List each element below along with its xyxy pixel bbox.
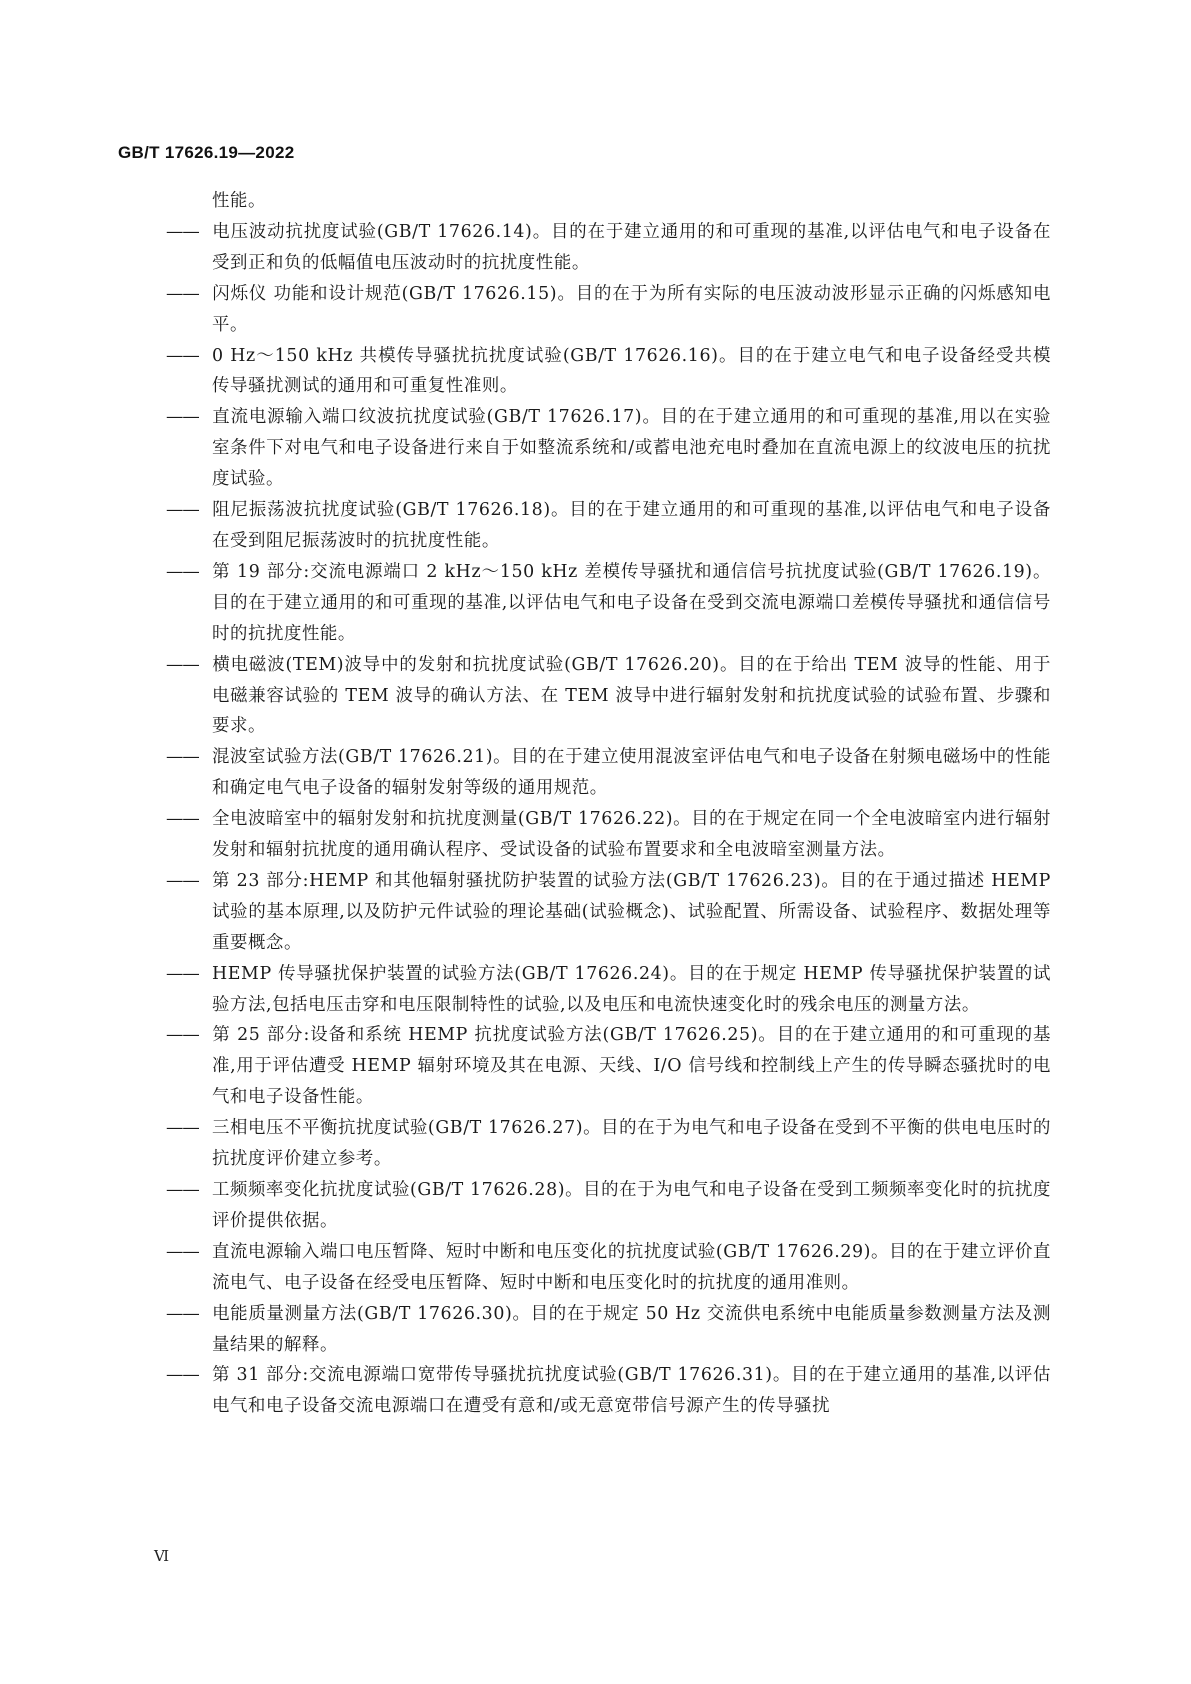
- list-item: [166, 279, 1051, 341]
- list-item-text: 第 31 部分:交流电源端口宽带传导骚扰抗扰度试验(GB/T 17626.31)。目的在于建立通用的基准,以评估电气和电子设备交流电源端口在遭受有意和/或无意宽带信号源产生的传导骚扰: [212, 1365, 1051, 1417]
- list-item-text: 工频频率变化抗扰度试验(GB/T 17626.28)。目的在于为电气和电子设备在受到工频频率变化时的抗扰度评价提供依据。: [212, 1180, 1051, 1231]
- list-item: [166, 650, 1051, 743]
- em-dash-marker: ——: [166, 1365, 199, 1386]
- list-item: [166, 495, 1051, 557]
- em-dash-marker: ——: [166, 1180, 199, 1200]
- list-item-text: 阻尼振荡波抗扰度试验(GB/T 17626.18)。目的在于建立通用的和可重现的基准,以评估电气和电子设备在受到阻尼振荡波时的抗扰度性能。: [212, 500, 1051, 551]
- em-dash-marker: ——: [166, 963, 199, 984]
- em-dash-marker: ——: [166, 283, 199, 304]
- page-number: Ⅵ: [154, 1549, 170, 1565]
- em-dash-marker: ——: [166, 561, 199, 582]
- list-item-text: 直流电源输入端口纹波抗扰度试验(GB/T 17626.17)。目的在于建立通用的和可重现的基准,用以在实验室条件下对电气和电子设备进行来自于如整流系统和/或蓄电池充电时叠加在直流电源上的纹波电压的抗扰度试验。: [212, 407, 1051, 490]
- em-dash-marker: ——: [166, 1118, 199, 1139]
- list-item-text: 混波室试验方法(GB/T 17626.21)。目的在于建立使用混波室评估电气和电子设备在射频电磁场中的性能和确定电气电子设备的辐射发射等级的通用规范。: [212, 747, 1051, 799]
- list-item-text: 横电磁波(TEM)波导中的发射和抗扰度试验(GB/T 17626.20)。目的在于给出 TEM 波导的性能、用于电磁兼容试验的 TEM 波导的确认方法、在 TEM 波导中进行辐射发射和抗扰度试验的试验布置、步骤和要求。: [212, 654, 1051, 737]
- list-item: [166, 402, 1051, 495]
- em-dash-marker: ——: [166, 1303, 199, 1324]
- list-item: [166, 1237, 1051, 1299]
- em-dash-marker: ——: [166, 407, 199, 428]
- list-item: [166, 1113, 1051, 1175]
- list-item: [166, 557, 1051, 650]
- list-item: [166, 959, 1051, 1021]
- list-item-text: 第 23 部分:HEMP 和其他辐射骚扰防护装置的试验方法(GB/T 17626.23)。目的在于通过描述 HEMP 试验的基本原理,以及防护元件试验的理论基础(试验概念)、试验配置、所需设备、试验程序、数据处理等重要概念。: [212, 870, 1051, 953]
- list-item-text: 直流电源输入端口电压暂降、短时中断和电压变化的抗扰度试验(GB/T 17626.29)。目的在于建立评价直流电气、电子设备在经受电压暂降、短时中断和电压变化时的抗扰度的通用准则。: [212, 1241, 1051, 1293]
- standard-parts-list: [166, 217, 1051, 1422]
- list-item-text: 电能质量测量方法(GB/T 17626.30)。目的在于规定 50 Hz 交流供电系统中电能质量参数测量方法及测量结果的解释。: [212, 1303, 1051, 1355]
- intro-tail-paragraph: 性能。: [212, 191, 266, 211]
- list-item-text: 第 25 部分:设备和系统 HEMP 抗扰度试验方法(GB/T 17626.25)。目的在于建立通用的和可重现的基准,用于评估遭受 HEMP 辐射环境及其在电源、天线、I/O 信号线和控制线上产生的传导瞬态骚扰时的电气和电子设备性能。: [212, 1025, 1051, 1108]
- list-item-text: 闪烁仪 功能和设计规范(GB/T 17626.15)。目的在于为所有实际的电压波动波形显示正确的闪烁感知电平。: [212, 283, 1051, 335]
- list-item: [166, 866, 1051, 959]
- list-item: [166, 1360, 1051, 1422]
- list-item-text: 三相电压不平衡抗扰度试验(GB/T 17626.27)。目的在于为电气和电子设备在受到不平衡的供电电压时的抗扰度评价建立参考。: [212, 1118, 1051, 1170]
- list-item: [166, 804, 1051, 866]
- em-dash-marker: ——: [166, 809, 199, 830]
- em-dash-marker: ——: [166, 1241, 199, 1262]
- em-dash-marker: ——: [166, 870, 199, 891]
- list-item-text: 全电波暗室中的辐射发射和抗扰度测量(GB/T 17626.22)。目的在于规定在同一个全电波暗室内进行辐射发射和辐射抗扰度的通用确认程序、受试设备的试验布置要求和全电波暗室测量方法。: [212, 809, 1051, 861]
- list-item: [166, 1020, 1051, 1113]
- list-item-text: HEMP 传导骚扰保护装置的试验方法(GB/T 17626.24)。目的在于规定 HEMP 传导骚扰保护装置的试验方法,包括电压击穿和电压限制特性的试验,以及电压和电流快速变化时的残余电压的测量方法。: [212, 963, 1051, 1015]
- list-item: [166, 742, 1051, 804]
- em-dash-marker: ——: [166, 500, 199, 521]
- list-item: [166, 341, 1051, 403]
- list-item-text: 第 19 部分:交流电源端口 2 kHz～150 kHz 差模传导骚扰和通信信号抗扰度试验(GB/T 17626.19)。目的在于建立通用的和可重现的基准,以评估电气和电子设备在受到交流电源端口差模传导骚扰和通信信号时的抗扰度性能。: [212, 561, 1051, 644]
- em-dash-marker: ——: [166, 747, 199, 768]
- list-item: [166, 217, 1051, 279]
- list-item: [166, 1175, 1051, 1237]
- standard-code-header: GB/T 17626.19—2022: [118, 143, 295, 162]
- em-dash-marker: ——: [166, 345, 199, 366]
- em-dash-marker: ——: [166, 221, 199, 242]
- em-dash-marker: ——: [166, 1025, 199, 1046]
- body-text: [166, 186, 1051, 1422]
- list-item-text: 0 Hz～150 kHz 共模传导骚扰抗扰度试验(GB/T 17626.16)。目的在于建立电气和电子设备经受共模传导骚扰测试的通用和可重复性准则。: [212, 345, 1051, 397]
- em-dash-marker: ——: [166, 654, 199, 675]
- list-item-text: 电压波动抗扰度试验(GB/T 17626.14)。目的在于建立通用的和可重现的基准,以评估电气和电子设备在受到正和负的低幅值电压波动时的抗扰度性能。: [212, 221, 1051, 273]
- list-item: [166, 1299, 1051, 1361]
